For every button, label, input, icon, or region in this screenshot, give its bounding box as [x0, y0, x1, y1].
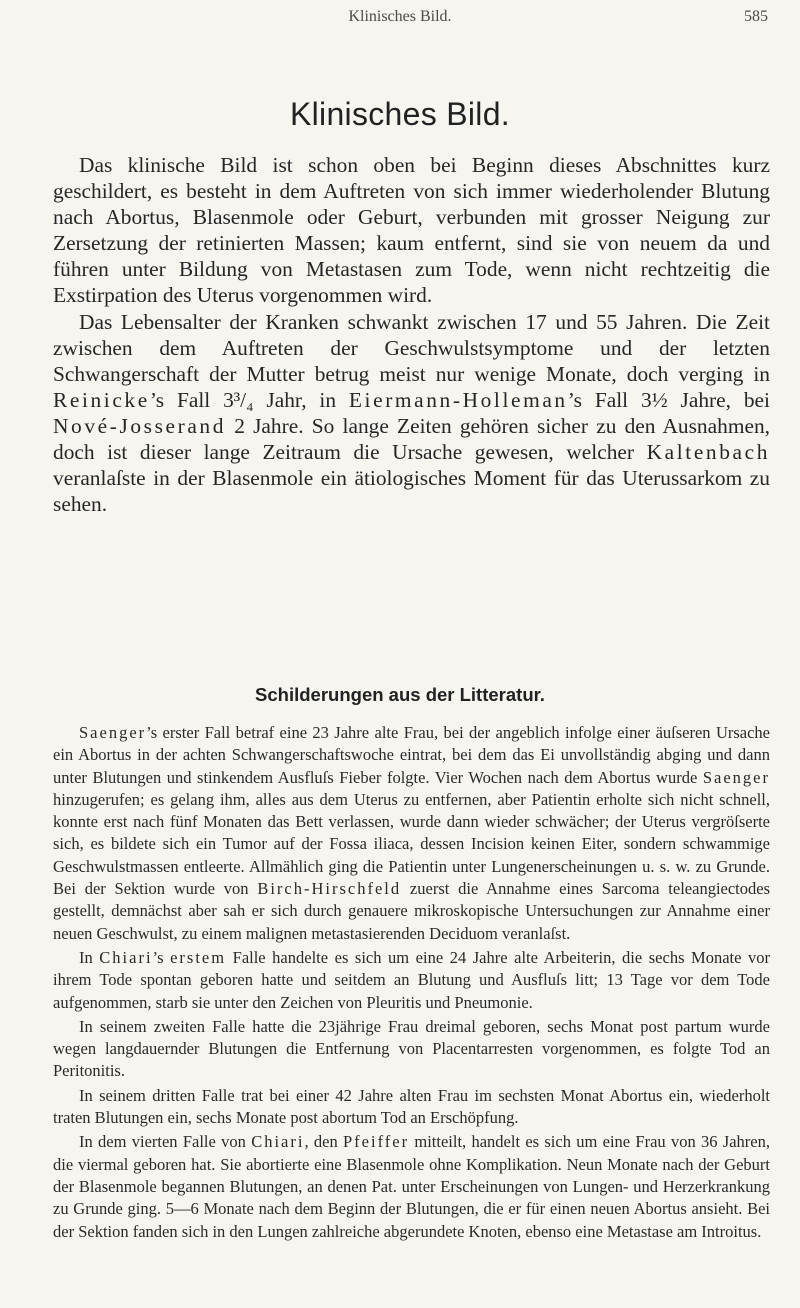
lit-paragraph-4: In seinem dritten Falle trat bei einer 42 Jahre alten Frau im sechsten Monat Abortus ein, wiederholt traten Blutungen ein, sechs Monate post abortum Tod an Erschöpfung. — [53, 1085, 770, 1128]
author-name: Chiari — [251, 1132, 305, 1152]
section-heading: Schilderungen aus der Litteratur. — [255, 684, 545, 705]
author-name: Chiari — [99, 947, 153, 967]
lit-paragraph-3: In seinem zweiten Falle hatte die 23jährige Frau dreimal geboren, sechs Monat post partum wurde wegen langdauernder Blutungen die Entfernung von Placentarresten vorgenommen, es folgte Tod an Peritonitis. — [53, 1016, 770, 1081]
author-name: Reinicke — [53, 387, 150, 412]
lit-paragraph-1: Saenger’s erster Fall betraf eine 23 Jahre alte Frau, bei der angeblich infolge einer äuſseren Ursache ein Abortus in der achten Schwangerschaftswoche eintrat, bei dem das Ei unvollständig abging und dann unter Blutungen und stinkendem Ausfluſs Fieber folgte. Vier Wochen nach dem Abortus wurde Saenger hinzugerufen; es gelang ihm, alles aus dem Uterus zu entfernen, aber Patientin erholte sich nicht schnell, konnte erst nach fünf Monaten das Bett verlassen, wurde dann wieder schwächer; der Uterus vergröſserte sich, es bildete sich ein Tumor auf der Fossa iliaca, dessen Incision keinen Eiter, sondern schwammige Geschwulstmassen entleerte. Allmählich ging die Patientin unter Lungenerscheinungen u. s. w. zu Grunde. Bei der Sektion wurde von Birch-Hirschfeld zuerst die Annahme eines Sarcoma teleangiectodes gestellt, demnächst aber sah er sich durch genauere mikroskopische Untersuchungen zur Annahme einer neuen Geschwulst, zu einem malignen metastasierenden Deciduom veranlaſst. — [53, 723, 770, 943]
lit-paragraph-2: In Chiari’s erstem Falle handelte es sich um eine 24 Jahre alte Arbeiterin, die sechs Monate vor ihrem Tode spontan geboren hatte und seitdem an Blutung und Ausfluſs litt; 13 Tage vor dem Tode aufgenommen, starb sie unter den Zeichen von Pleuritis und Pneumonie. — [53, 947, 770, 1012]
emphasis: erstem — [170, 947, 227, 967]
running-header — [0, 8, 800, 30]
literature-text — [53, 722, 770, 1245]
author-name: Birch-Hirschfeld — [257, 879, 402, 899]
lit-paragraph-5: In dem vierten Falle von Chiari, den Pfeiffer mitteilt, handelt es sich um eine Frau von 36 Jahren, die viermal geboren hat. Sie abortierte eine Blasenmole ohne Komplikation. Neun Monate nach der Geburt der Blasenmole begannen Blutungen, an denen Pat. unter Erscheinungen von Lungen- und Herzerkrankung zu Grunde ging. 5—6 Monate nach dem Beginn der Blutungen, die er für einen neuen Abortus ansieht. Bei der Sektion fanden sich in den Lungen zahlreiche abgerundete Knoten, ebenso eine Metastase am Introitus. — [53, 1132, 770, 1241]
author-name: Saenger — [702, 767, 770, 787]
page-number: 585 — [744, 8, 768, 25]
author-name: Saenger — [79, 723, 147, 742]
running-title: Klinisches Bild. — [348, 8, 452, 25]
main-paragraph-2: Das Lebensalter der Kranken schwankt zwischen 17 und 55 Jahren. Die Zeit zwischen dem Auftreten der Geschwulstsymptome und der letzten Schwangerschaft der Mutter betrug meist nur wenige Monate, doch verging in Reinicke’s Fall 3³/₄ Jahr, in Eiermann-Holleman’s Fall 3½ Jahre, bei Nové-Josserand 2 Jahre. So lange Zeiten gehören sicher zu den Ausnahmen, doch ist dieser lange Zeitraum die Ursache gewesen, welcher Kaltenbach veranlaſste in der Blasenmole ein ätiologisches Moment für das Uterussarkom zu sehen. — [53, 309, 770, 517]
main-paragraph-1: Das klinische Bild ist schon oben bei Beginn dieses Abschnittes kurz geschildert, es besteht in dem Auftreten von sich immer wiederholender Blutung nach Abortus, Blasenmole oder Geburt, verbunden mit grosser Neigung zur Zersetzung der retinierten Massen; kaum entfernt, sind sie von neuem da und führen unter Bildung von Metastasen zum Tode, wenn nicht rechtzeitig die Exstirpation des Uterus vorgenommen wird. — [53, 153, 770, 308]
main-text — [53, 152, 770, 517]
author-name: Nové-Josserand — [53, 413, 227, 438]
author-name: Pfeiffer — [343, 1132, 410, 1152]
page-title: Klinisches Bild. — [289, 96, 510, 132]
author-name: Eiermann-Holleman — [348, 387, 568, 412]
author-name: Kaltenbach — [646, 440, 770, 465]
